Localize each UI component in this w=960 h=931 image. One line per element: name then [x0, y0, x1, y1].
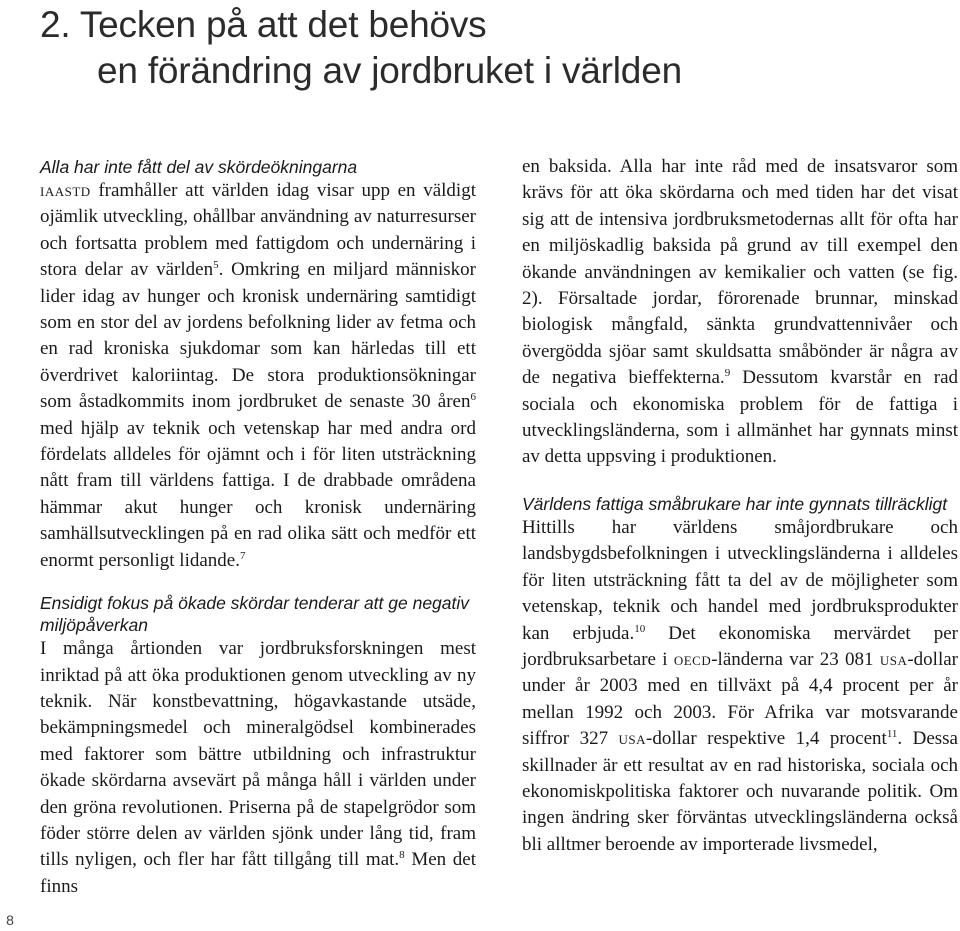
text-run: I många årtionden var jordbruksforskningen mest inriktad på att öka produktionen genom utveckling av ny teknik. När konstbevattning, högavkastande utsäde, bekämpningsmedel och mineralgödsel kombinerades med faktorer som bättre utbildning och infrastruktur ökade skördarna avsevärt på många håll i världen under den gröna revolutionen. Priserna på de stapelgrödor som föder större delen av världen sjönk under lång tid, fram tills nyligen, och fler har fått tillgång till mat.: [40, 638, 476, 871]
chapter-title-line-2: en förändring av jordbruket i världen: [97, 50, 682, 91]
footnote-ref-5[interactable]: 5: [213, 259, 219, 272]
paragraph-downside: [522, 154, 958, 471]
right-column: [522, 154, 958, 858]
paragraph-smallholders: [522, 515, 958, 858]
footnote-ref-7[interactable]: 7: [239, 549, 246, 562]
text-run: framhåller att världen idag visar upp en väldigt ojämlik utveckling, ohållbar användning av naturresurser och fortsatta problem med fattigdom och undernäring i stora delar av världen: [40, 180, 476, 281]
text-run: Det ekonomiska mervärdet per jordbruksarbetare i: [522, 622, 958, 670]
text-run: Men det finns: [40, 849, 476, 897]
paragraph-yield-focus: [40, 636, 476, 900]
text-run: en baksida. Alla har inte råd med de insatsvaror som krävs för att öka skördarna och med tiden har det visat sig att de intensiva jordbruksmetodernas allt för ofta har en miljöskadlig baksida på grund av till exempel den ökande användningen av kemikalier och vatten (se fig. 2). Försaltade jordar, förorenade brunnar, minskad biologisk mångfald, sänkta grundvattennivåer och övergödda sjöar samt skuldsatta småbönder är några av de negativa bieffekterna.: [522, 156, 958, 389]
text-run: med hjälp av teknik och vetenskap har med andra ord fördelats alldeles för ojämnt och i för liten utsträckning nått fram till världens fattiga. I de drabbade områdena hämmar akut hunger och kronisk undernäring samhällsutvecklingen på en rad olika sätt och medför ett enormt personligt lidande.: [40, 417, 476, 571]
acronym-oecd: oecd: [673, 648, 712, 670]
footnote-ref-10[interactable]: 10: [634, 622, 646, 635]
acronym-iaastd: iaastd: [40, 180, 91, 201]
footnote-ref-9[interactable]: 9: [724, 367, 731, 380]
page-number: 8: [6, 912, 14, 928]
footnote-ref-6[interactable]: 6: [470, 391, 476, 404]
paragraph-inequality: [40, 178, 476, 574]
chapter-title-line-1: 2. Tecken på att det behövs: [40, 4, 487, 45]
section-heading-yield-focus: Ensidigt fokus på ökade skördar tenderar att ge negativ miljöpåverkan: [40, 593, 470, 636]
text-run: Dessutom kvarstår en rad sociala och ekonomiska problem för de fattiga i utvecklingsländerna, som i allmänhet har gynnats minst av detta uppsving i produktionen.: [522, 367, 959, 468]
text-run: Hittills har världens småjordbrukare och landsbygdsbefolkningen i utvecklingsländerna i alldeles för liten utsträckning fått ta del av de möjligheter som vetenskap, teknik och handel med jordbruksprodukter kan erbjuda.: [522, 516, 958, 644]
section-heading-inequality: Alla har inte fått del av skördeökningarna: [40, 157, 358, 177]
text-run: -dollar under år 2003 med en tillväxt på 4,4 procent per år mellan 1992 och 2003. För Afrika var motsvarande siffror 327: [522, 648, 958, 750]
left-column: [40, 154, 476, 900]
footnote-ref-8[interactable]: 8: [399, 849, 405, 862]
chapter-title: [40, 2, 920, 94]
acronym-usa: usa: [618, 728, 647, 750]
footnote-ref-11[interactable]: 11: [886, 728, 898, 741]
acronym-usa: usa: [879, 648, 908, 670]
section-heading-smallholders: Världens fattiga småbrukare har inte gynnats tillräckligt: [522, 493, 948, 514]
text-run: -länderna var 23 081: [711, 648, 880, 670]
text-run: . Omkring en miljard människor lider idag av hunger och kronisk undernäring samtidigt som en stor del av jordens befolkning lider av fetma och en rad kroniska sjukdomar som kan härledas till ett överdrivet kaloriintag. De stora produktionsökningar som åstadkommits inom jordbruket de senaste 30 åren: [40, 259, 476, 413]
text-run: -dollar respektive 1,4 procent: [646, 728, 887, 750]
text-run: . Dessa skillnader är ett resultat av en rad historiska, sociala och ekonomiskpolitiska faktorer och nuvarande politik. Om ingen ändring sker förväntas utvecklingsländerna också bli alltmer beroende av importerade livsmedel,: [522, 728, 958, 855]
